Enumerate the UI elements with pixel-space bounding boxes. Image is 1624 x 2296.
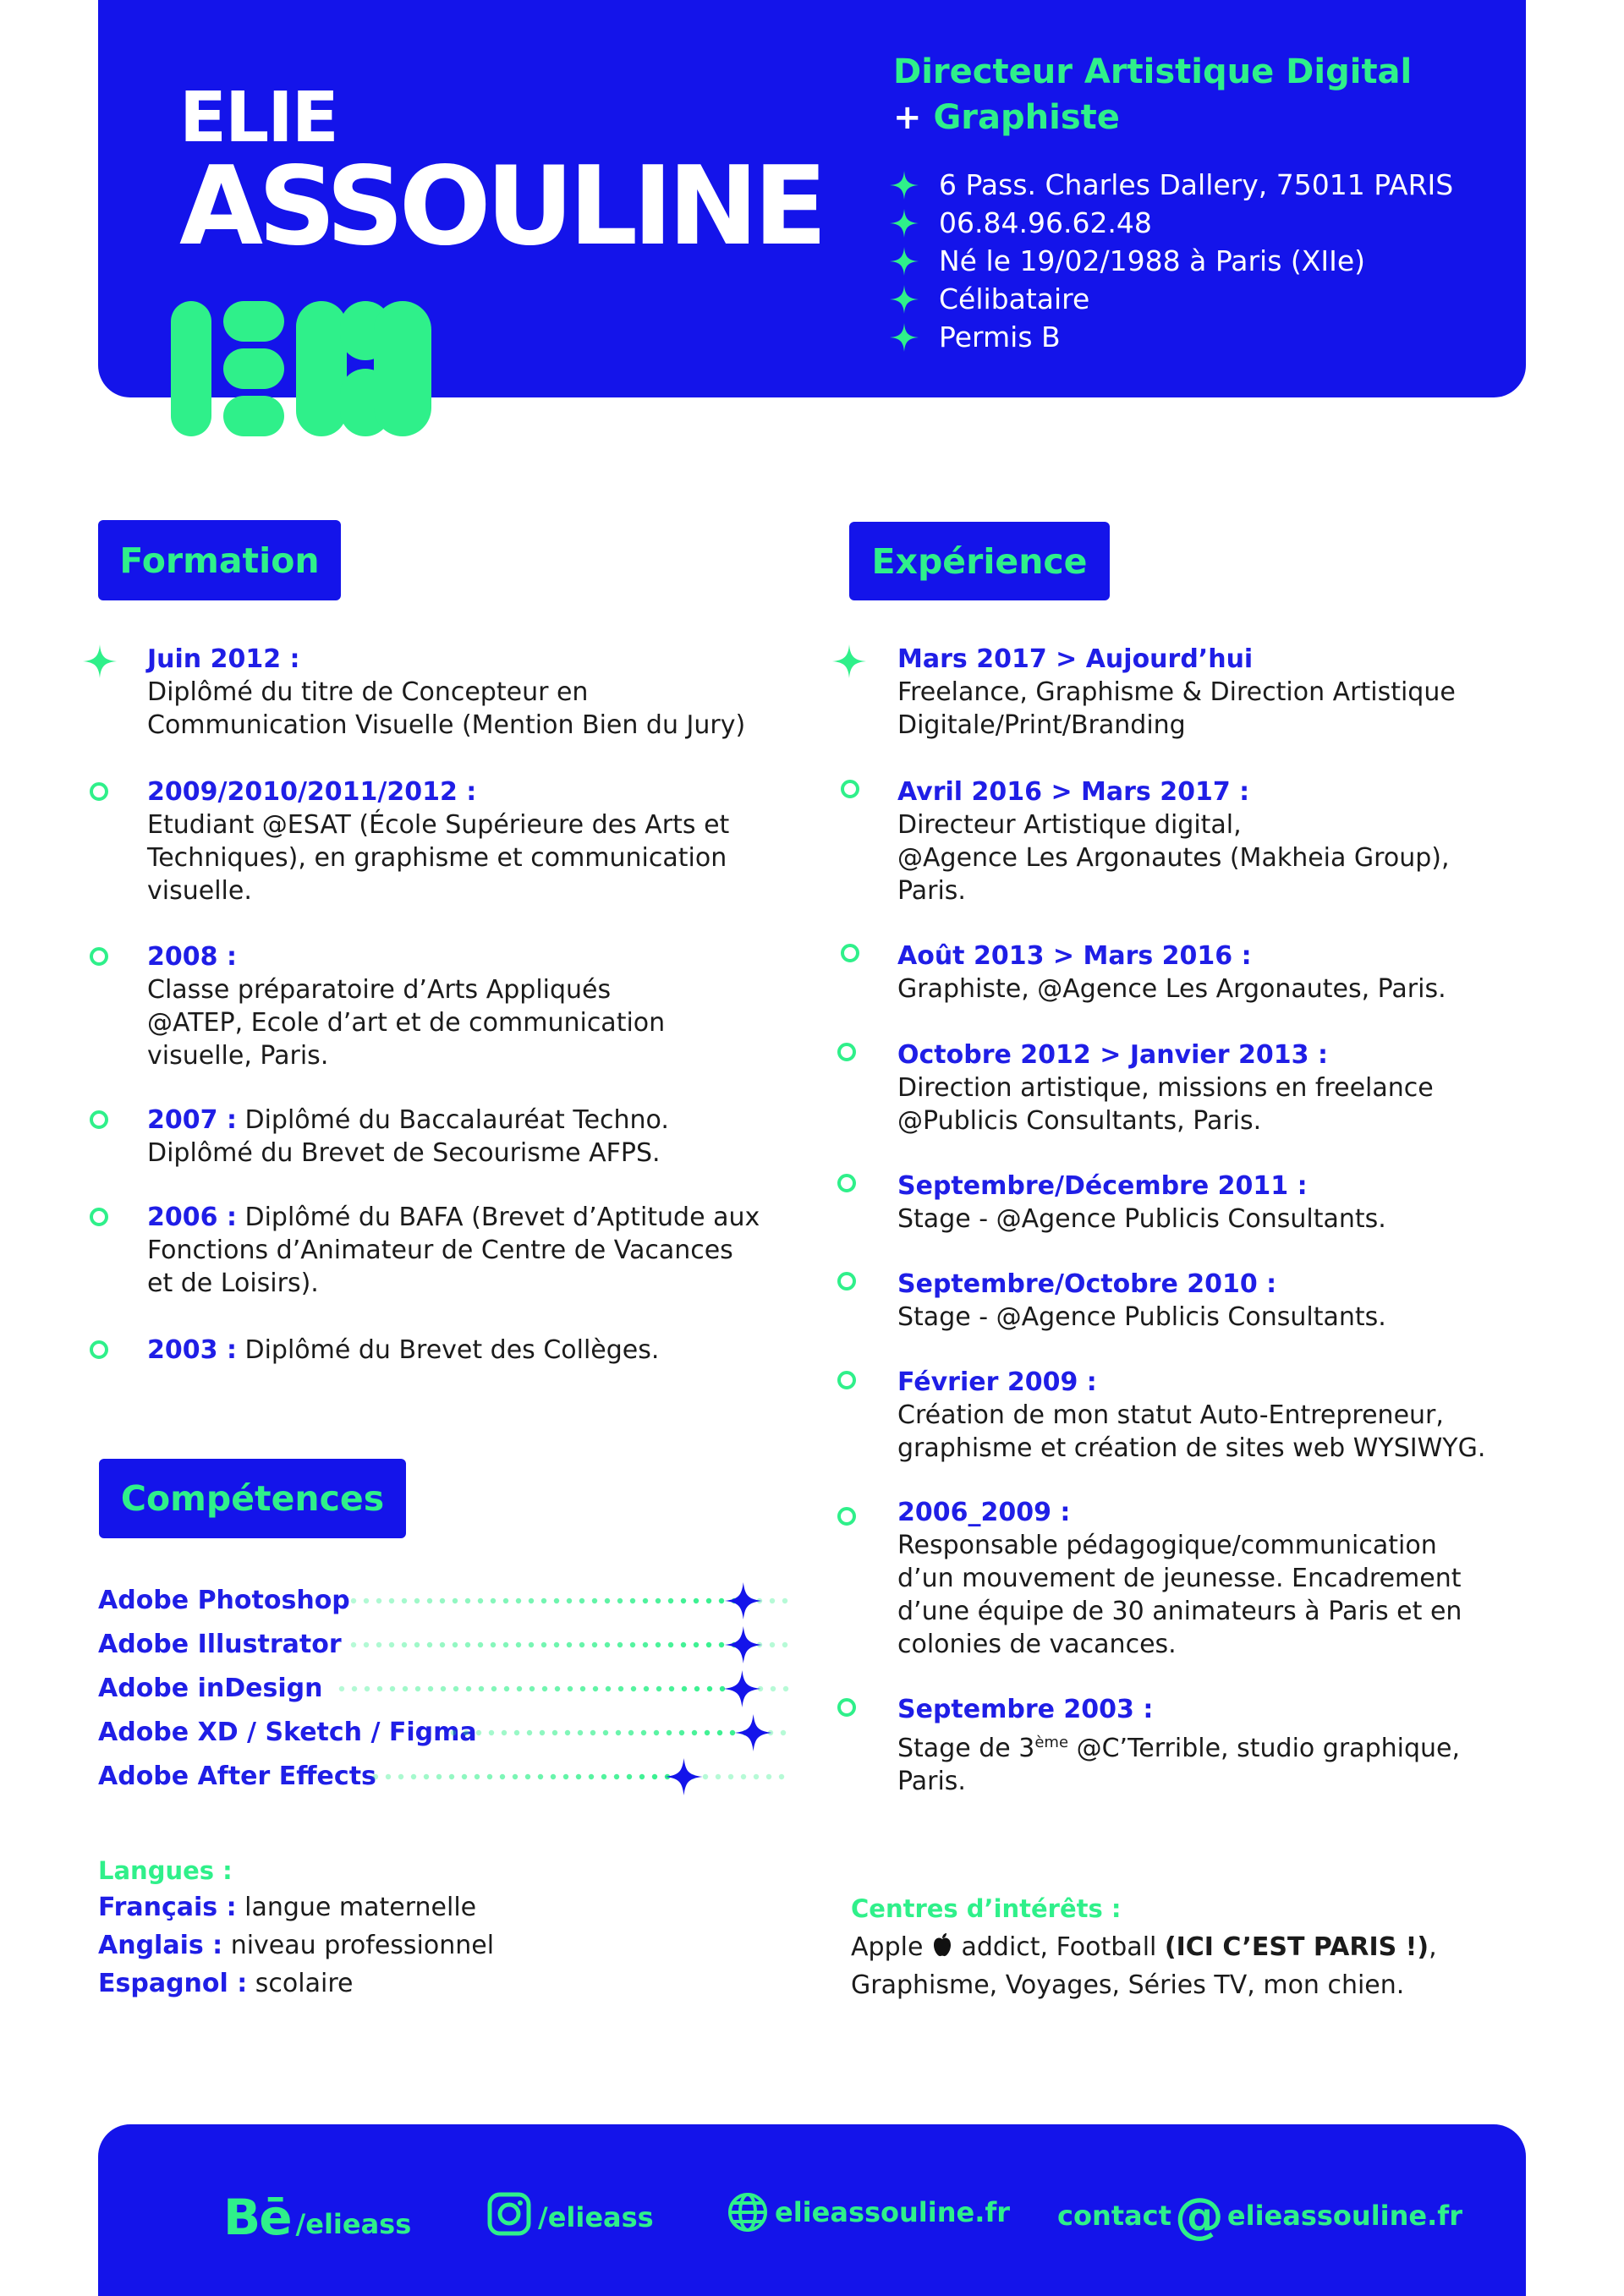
skill-dot [402, 1598, 407, 1603]
experience-desc: Graphiste, @Agence Les Argonautes, Paris. [897, 974, 1446, 1004]
interests-heading: Centres d’intérêts : [851, 1894, 1122, 1923]
skill-name: Adobe Photoshop [98, 1585, 350, 1615]
skill-dot [541, 1642, 546, 1647]
skill-dot [627, 1774, 632, 1779]
skill-dot [579, 1598, 584, 1603]
skill-dot [462, 1774, 467, 1779]
skill-dot [782, 1642, 787, 1647]
skill-dot [719, 1598, 724, 1603]
skill-dot [728, 1774, 733, 1779]
skill-dot [694, 1598, 699, 1603]
skill-dot [389, 1598, 394, 1603]
skill-dot [465, 1598, 470, 1603]
skill-dot [440, 1642, 445, 1647]
skill-dot [617, 1598, 623, 1603]
skill-dot [351, 1642, 356, 1647]
skill-dot [351, 1598, 356, 1603]
skill-dot [589, 1774, 594, 1779]
skill-dot [692, 1730, 697, 1735]
skill-dot [643, 1598, 648, 1603]
experience-desc: Stage - @Agence Publicis Consultants. [897, 1204, 1386, 1234]
skill-dot [411, 1774, 416, 1779]
job-title-line2: Graphiste [933, 98, 1120, 137]
skill-dot [593, 1686, 598, 1691]
skill-dot [568, 1686, 573, 1691]
skill-dot [554, 1598, 559, 1603]
formation-date: 2009/2010/2011/2012 : [147, 777, 477, 807]
skill-dot [782, 1598, 787, 1603]
skill-dot [717, 1730, 722, 1735]
skill-dot [641, 1730, 646, 1735]
skill-dot [489, 1730, 494, 1735]
skill-dot [770, 1642, 775, 1647]
experience-date: Octobre 2012 > Janvier 2013 : [897, 1040, 1328, 1070]
skill-dot [503, 1598, 508, 1603]
experience-desc: Direction artistique, missions en freelance @Publicis Consultants, Paris. [897, 1073, 1434, 1136]
skill-dot [504, 1686, 509, 1691]
skill-dot [403, 1686, 408, 1691]
skill-dot [766, 1774, 771, 1779]
formation-desc: Diplômé du Brevet de Secourisme AFPS. [147, 1138, 661, 1168]
skill-dot [668, 1642, 673, 1647]
skill-dot [487, 1774, 492, 1779]
skill-dot [402, 1642, 407, 1647]
skill-dot [630, 1642, 635, 1647]
skill-dot [491, 1598, 496, 1603]
skill-dot [628, 1730, 634, 1735]
formation-date: 2006 : [147, 1203, 237, 1232]
skill-dot [639, 1774, 645, 1779]
language-english: Anglais : niveau professionnel [98, 1931, 495, 1960]
skill-level-star [725, 1626, 762, 1663]
interests-line-2: Graphisme, Voyages, Séries TV, mon chien. [851, 1970, 1405, 2000]
languages-heading: Langues : [98, 1856, 233, 1885]
plus-sign: + [893, 98, 922, 137]
globe-icon [727, 2192, 768, 2233]
skill-dot [781, 1730, 786, 1735]
skill-dot [376, 1642, 381, 1647]
skill-dot [681, 1598, 686, 1603]
skill-dot [427, 1642, 432, 1647]
skill-name: Adobe After Effects [98, 1761, 376, 1791]
skill-dot [694, 1642, 699, 1647]
skill-dot [527, 1730, 532, 1735]
skill-dot [656, 1686, 661, 1691]
apple-icon [931, 1932, 953, 1958]
skill-dot [475, 1774, 480, 1779]
experience-desc: Freelance, Graphisme & Direction Artistique Digitale/Print/Branding [897, 677, 1456, 740]
skill-dot [428, 1686, 433, 1691]
skill-dot [783, 1686, 788, 1691]
skill-dot [578, 1730, 583, 1735]
skill-dot [703, 1774, 708, 1779]
skill-dot [376, 1598, 381, 1603]
skill-dot [465, 1642, 470, 1647]
skill-dot [541, 1598, 546, 1603]
skill-dot [592, 1642, 597, 1647]
skill-dot [668, 1598, 673, 1603]
experience-heading: Expérience [849, 522, 1110, 600]
info-status: Célibataire [890, 280, 1453, 318]
skill-level-star [723, 1670, 760, 1707]
experience-date: Avril 2016 > Mars 2017 : [897, 777, 1250, 807]
at-icon: @ [1174, 2187, 1224, 2244]
skill-dot [414, 1642, 420, 1647]
experience-desc: Directeur Artistique digital, @Agence Les Argonautes (Makheia Group), Paris. [897, 810, 1450, 906]
experience-date: Septembre/Octobre 2010 : [897, 1269, 1277, 1299]
formation-date: 2003 : [147, 1335, 237, 1365]
skill-dot [513, 1774, 518, 1779]
skill-dot [644, 1686, 649, 1691]
info-license: Permis B [890, 318, 1453, 356]
skill-dot [576, 1774, 581, 1779]
skill-dot [491, 1686, 497, 1691]
skill-dot [616, 1730, 621, 1735]
skill-dot [365, 1686, 370, 1691]
skill-dot [516, 1642, 521, 1647]
formation-date: Juin 2012 : [147, 644, 300, 674]
formation-date: 2008 : [147, 942, 237, 972]
skill-dot [603, 1730, 608, 1735]
experience-desc: Création de mon statut Auto-Entrepreneur, graphisme et création de sites web WYSIWYG. [897, 1400, 1486, 1463]
skill-dot [630, 1598, 635, 1603]
skill-dot [364, 1598, 369, 1603]
footer-banner [98, 2124, 1526, 2296]
skill-dot [652, 1774, 657, 1779]
experience-date: Février 2009 : [897, 1367, 1097, 1397]
skill-dot [352, 1686, 357, 1691]
skill-dot [579, 1642, 584, 1647]
skill-dot [451, 1730, 456, 1735]
formation-desc: Fonctions d’Animateur de Centre de Vacances et de Loisirs). [147, 1236, 733, 1298]
skill-dot [656, 1642, 661, 1647]
skill-dot [491, 1642, 496, 1647]
skill-dot [771, 1686, 776, 1691]
skill-dot [551, 1774, 556, 1779]
skill-dot [377, 1686, 382, 1691]
skill-dot [478, 1642, 483, 1647]
skill-dot [436, 1774, 442, 1779]
skill-name: Adobe inDesign [98, 1673, 323, 1703]
skill-dot [427, 1598, 432, 1603]
skill-dot [479, 1686, 484, 1691]
skill-dot [453, 1642, 458, 1647]
skill-dot [592, 1598, 597, 1603]
skill-dot [441, 1686, 446, 1691]
experience-desc: Stage de 3ème @C’Terrible, studio graphique, Paris. [897, 1734, 1461, 1796]
formation-desc: Etudiant @ESAT (École Supérieure des Arts et Techniques), en graphisme et communication visuelle. [147, 810, 730, 906]
skill-dot [606, 1686, 611, 1691]
experience-desc: Responsable pédagogique/communication d’un mouvement de jeunesse. Encadrement d’une équipe de 30 animateurs à Paris et en colonies de vacances. [897, 1531, 1462, 1659]
skill-dot [580, 1686, 585, 1691]
skill-dot [516, 1598, 521, 1603]
skill-dot [453, 1598, 458, 1603]
skill-dot [567, 1642, 572, 1647]
info-address: 6 Pass. Charles Dallery, 75011 PARIS [890, 166, 1453, 204]
skill-dot [706, 1642, 711, 1647]
formation-heading: Formation [98, 520, 341, 600]
skill-dot [525, 1774, 530, 1779]
instagram-link[interactable]: /elieass [487, 2192, 654, 2236]
formation-desc: Classe préparatoire d’Arts Appliqués @ATEP, Ecole d’art et de communication visuelle, Paris. [147, 975, 666, 1071]
skill-dot [466, 1686, 471, 1691]
skill-dot [669, 1686, 674, 1691]
skill-dot [424, 1774, 429, 1779]
language-french: Français : langue maternelle [98, 1893, 477, 1922]
skill-dot [741, 1774, 746, 1779]
skill-level-star [725, 1582, 762, 1619]
skill-dot [682, 1686, 687, 1691]
skill-dot [770, 1598, 775, 1603]
experience-date: Mars 2017 > Aujourd’hui [897, 644, 1254, 674]
experience-date: 2006_2009 : [897, 1498, 1071, 1527]
skill-dot [590, 1730, 595, 1735]
interests-line-1: Apple addict, Football (ICI C’EST PARIS !), [851, 1932, 1437, 1962]
skill-dot [390, 1686, 395, 1691]
skill-dot [719, 1642, 724, 1647]
skill-level-star [666, 1758, 703, 1795]
experience-date: Septembre 2003 : [897, 1695, 1154, 1724]
skill-dot [563, 1774, 568, 1779]
experience-desc: Stage - @Agence Publicis Consultants. [897, 1302, 1386, 1332]
skill-dot [779, 1774, 784, 1779]
formation-desc: Diplômé du titre de Concepteur en Communication Visuelle (Mention Bien du Jury) [147, 677, 746, 740]
skill-dot [716, 1774, 721, 1779]
skill-dot [542, 1686, 547, 1691]
experience-date: Août 2013 > Mars 2016 : [897, 941, 1252, 971]
skill-dot [529, 1686, 535, 1691]
behance-icon: Bē [223, 2189, 291, 2246]
skill-dot [667, 1730, 672, 1735]
skill-dot [554, 1642, 559, 1647]
skill-dot [478, 1598, 483, 1603]
contact-email-link[interactable]: contact @ elieassouline.fr [1057, 2187, 1462, 2244]
skill-dot [730, 1730, 735, 1735]
skill-dot [386, 1774, 391, 1779]
skill-dot [529, 1598, 534, 1603]
skill-dot [500, 1774, 505, 1779]
skill-dot [605, 1598, 610, 1603]
skill-dot [514, 1730, 519, 1735]
skill-dot [398, 1774, 403, 1779]
skill-dot [694, 1686, 700, 1691]
skill-dot [529, 1642, 534, 1647]
skill-name: Adobe XD / Sketch / Figma [98, 1717, 477, 1747]
info-phone: 06.84.96.62.48 [890, 204, 1453, 242]
skill-dot [705, 1730, 710, 1735]
skill-dot [540, 1730, 545, 1735]
skill-level-star [735, 1714, 772, 1751]
skill-dot [503, 1642, 508, 1647]
skill-dot [631, 1686, 636, 1691]
skill-dot [538, 1774, 543, 1779]
skill-dot [605, 1642, 610, 1647]
skill-dot [555, 1686, 560, 1691]
skill-dot [643, 1642, 648, 1647]
behance-link[interactable]: Bē /elieass [223, 2189, 412, 2246]
skill-dot [567, 1598, 572, 1603]
skill-dot [339, 1686, 344, 1691]
skill-dot [415, 1686, 420, 1691]
skill-dot [707, 1686, 712, 1691]
skill-dot [681, 1642, 686, 1647]
language-spanish: Espagnol : scolaire [98, 1969, 354, 1998]
skill-dot [464, 1730, 469, 1735]
website-link[interactable]: elieassouline.fr [727, 2192, 1010, 2233]
formation-date: 2007 : [147, 1105, 237, 1135]
job-title-line1: Directeur Artistique Digital [893, 52, 1413, 91]
skill-dot [565, 1730, 570, 1735]
instagram-icon [487, 2192, 531, 2236]
skill-dot [614, 1774, 619, 1779]
skill-dot [706, 1598, 711, 1603]
skill-dot [679, 1730, 684, 1735]
skill-dot [654, 1730, 659, 1735]
skill-dot [656, 1598, 661, 1603]
last-name: ASSOULINE [179, 144, 823, 270]
experience-date: Septembre/Décembre 2011 : [897, 1171, 1308, 1201]
skill-dot [449, 1774, 454, 1779]
skills-heading: Compétences [99, 1459, 406, 1538]
skill-dot [373, 1774, 378, 1779]
first-name: ELIE [179, 78, 337, 158]
skill-name: Adobe Illustrator [98, 1629, 342, 1659]
skill-dot [502, 1730, 507, 1735]
skill-dot [453, 1686, 458, 1691]
skill-dot [552, 1730, 557, 1735]
skill-dot [389, 1642, 394, 1647]
skill-dot [517, 1686, 522, 1691]
skill-dot [414, 1598, 420, 1603]
info-birth: Né le 19/02/1988 à Paris (XIIe) [890, 242, 1453, 280]
skill-dot [601, 1774, 606, 1779]
skill-dot [618, 1686, 623, 1691]
skill-dot [754, 1774, 759, 1779]
skill-dot [440, 1598, 445, 1603]
skill-dot [476, 1730, 481, 1735]
skill-dot [617, 1642, 623, 1647]
skill-dot [364, 1642, 369, 1647]
